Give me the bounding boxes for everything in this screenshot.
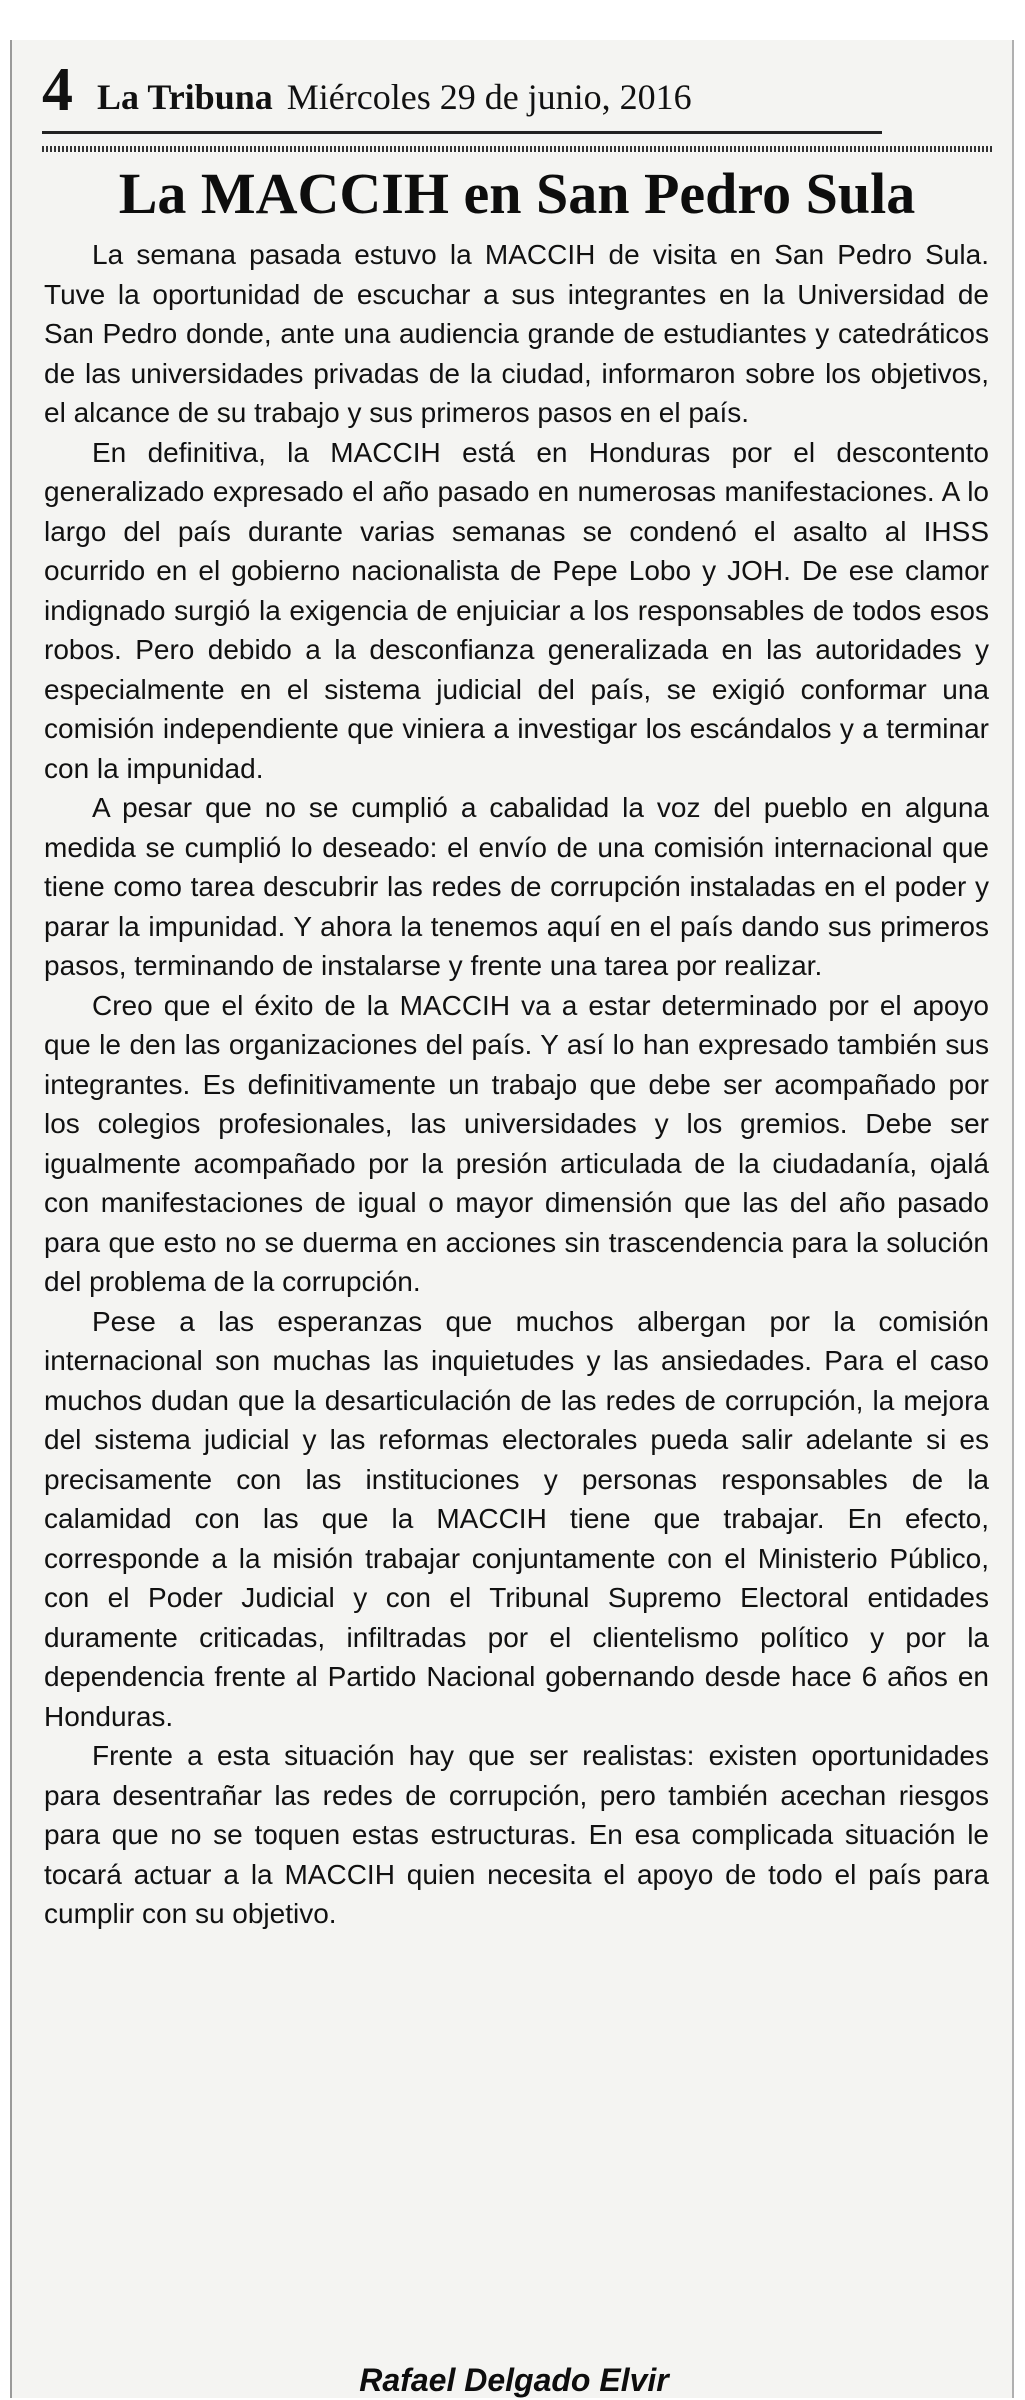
publication-date: Miércoles 29 de junio, 2016 xyxy=(286,77,692,117)
article-title: La MACCIH en San Pedro Sula xyxy=(118,161,916,226)
article-body xyxy=(44,235,989,1934)
publication-name: La Tribuna xyxy=(97,77,273,117)
headline-divider xyxy=(42,146,992,152)
page-number: 4 xyxy=(42,56,73,124)
article-paragraph: La semana pasada estuvo la MACCIH de visita en San Pedro Sula. Tuve la oportunidad de escuchar a sus integrantes en la Universidad de San Pedro donde, ante una audiencia grande de estudiantes y catedráticos de las universidades privadas de la ciudad, informaron sobre los objetivos, el alcance de su trabajo y sus primeros pasos en el país. xyxy=(44,239,989,428)
article-paragraph: Frente a esta situación hay que ser realistas: existen oportunidades para desentrañar las redes de corrupción, pero también acechan riesgos para que no se toquen estas estructuras. En esa complicada situación le tocará actuar a la MACCIH quien necesita el apoyo de todo el país para cumplir con su objetivo. xyxy=(44,1740,989,1929)
article-paragraph: Creo que el éxito de la MACCIH va a estar determinado por el apoyo que le den las organizaciones del país. Y así lo han expresado también sus integrantes. Es definitivamente un trabajo que debe ser acompañado por los colegios profesionales, las universidades y los gremios. Debe ser igualmente acompañado por la presión articulada de la ciudadanía, ojalá con manifestaciones de igual o mayor dimensión que las del año pasado para que esto no se duerma en acciones sin trascendencia para la solución del problema de la corrupción. xyxy=(44,989,989,1297)
page-header xyxy=(42,46,882,134)
article-paragraph: Pese a las esperanzas que muchos albergan por la comisión internacional son muchas las inquietudes y las ansiedades. Para el caso muchos dudan que la desarticulación de las redes de corrupción, la mejora del sistema judicial y las reformas electorales pueda salir adelante si es precisamente con las instituciones y personas responsables de la calamidad con las que la MACCIH tiene que trabajar. En efecto, corresponde a la misión trabajar conjuntamente con el Ministerio Público, con el Poder Judicial y con el Tribunal Supremo Electoral entidades duramente criticadas, infiltradas por el clientelismo político y por la dependencia frente al Partido Nacional gobernando desde hace 6 años en Honduras. xyxy=(44,1305,989,1732)
newspaper-clipping xyxy=(10,40,1014,2398)
author-signature: Rafael Delgado Elvir xyxy=(359,2362,669,2398)
article-paragraph: En definitiva, la MACCIH está en Honduras por el descontento generalizado expresado el año pasado en numerosas manifestaciones. A lo largo del país durante varias semanas se condenó el asalto al IHSS ocurrido en el gobierno nacionalista de Pepe Lobo y JOH. De ese clamor indignado surgió la exigencia de enjuiciar a los responsables de todos esos robos. Pero debido a la desconfianza generalizada en las autoridades y especialmente en el sistema judicial del país, se exigió conformar una comisión independiente que viniera a investigar los escándalos y a terminar con la impunidad. xyxy=(44,436,989,784)
article-paragraph: A pesar que no se cumplió a cabalidad la voz del pueblo en alguna medida se cumplió lo deseado: el envío de una comisión internacional que tiene como tarea descubrir las redes de corrupción instaladas en el poder y parar la impunidad. Y ahora la tenemos aquí en el país dando sus primeros pasos, terminando de instalarse y frente una tarea por realizar. xyxy=(44,792,989,981)
